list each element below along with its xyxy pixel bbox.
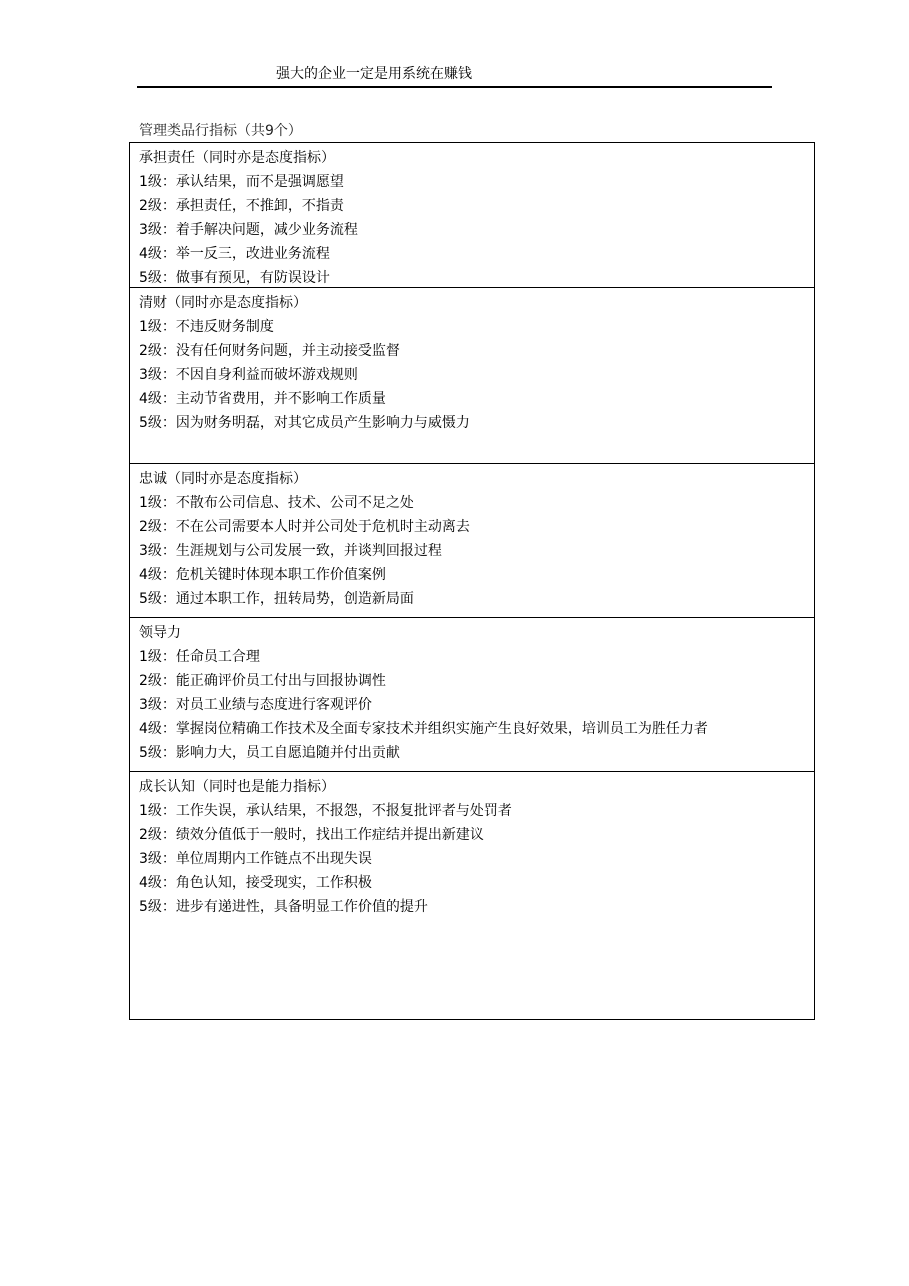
level-line: 4级：危机关键时体现本职工作价值案例 [139,567,386,583]
level-line: 5级：通过本职工作，扭转局势，创造新局面 [139,591,414,607]
level-line: 2级：承担责任，不推卸，不指责 [139,198,344,214]
level-line: 1级：承认结果，而不是强调愿望 [139,174,344,190]
block-title: 领导力 [139,625,181,641]
level-line: 4级：掌握岗位精确工作技术及全面专家技术并组织实施产生良好效果，培训员工为胜任力者 [139,721,708,737]
level-line: 3级：着手解决问题，减少业务流程 [139,222,358,238]
level-line: 1级：不违反财务制度 [139,319,274,335]
level-line: 1级：任命员工合理 [139,649,260,665]
indicator-block-loyalty [130,463,814,617]
indicator-block-leadership [130,617,814,771]
indicator-block-integrity [130,287,814,463]
level-line: 3级：对员工业绩与态度进行客观评价 [139,697,372,713]
level-line: 3级：生涯规划与公司发展一致，并谈判回报过程 [139,543,442,559]
level-line: 4级：举一反三，改进业务流程 [139,246,330,262]
level-line: 5级：进步有递进性，具备明显工作价值的提升 [139,899,428,915]
block-title: 忠诚（同时亦是态度指标） [139,471,307,487]
indicator-block-growth-awareness [130,771,814,1019]
block-title: 成长认知（同时也是能力指标） [139,779,335,795]
level-line: 2级：不在公司需要本人时并公司处于危机时主动离去 [139,519,470,535]
level-line: 1级：工作失误，承认结果，不报怨，不报复批评者与处罚者 [139,803,512,819]
level-line: 2级：绩效分值低于一般时，找出工作症结并提出新建议 [139,827,484,843]
level-line: 5级：因为财务明磊，对其它成员产生影响力与威慑力 [139,415,470,431]
indicator-table [129,142,815,1020]
indicator-block-responsibility [130,143,814,287]
level-line: 4级：角色认知，接受现实，工作积极 [139,875,372,891]
section-caption: 管理类品行指标（共9个） [139,123,302,139]
level-line: 3级：单位周期内工作链点不出现失误 [139,851,372,867]
block-title: 清财（同时亦是态度指标） [139,295,307,311]
page-header-title: 强大的企业一定是用系统在赚钱 [276,66,472,82]
level-line: 2级：能正确评价员工付出与回报协调性 [139,673,386,689]
block-title: 承担责任（同时亦是态度指标） [139,150,335,166]
level-line: 2级：没有任何财务问题，并主动接受监督 [139,343,400,359]
level-line: 5级：影响力大，员工自愿追随并付出贡献 [139,745,400,761]
level-line: 5级：做事有预见，有防误设计 [139,270,330,286]
level-line: 1级：不散布公司信息、技术、公司不足之处 [139,495,414,511]
level-line: 4级：主动节省费用，并不影响工作质量 [139,391,386,407]
level-line: 3级：不因自身利益而破坏游戏规则 [139,367,358,383]
page-header [137,64,772,88]
